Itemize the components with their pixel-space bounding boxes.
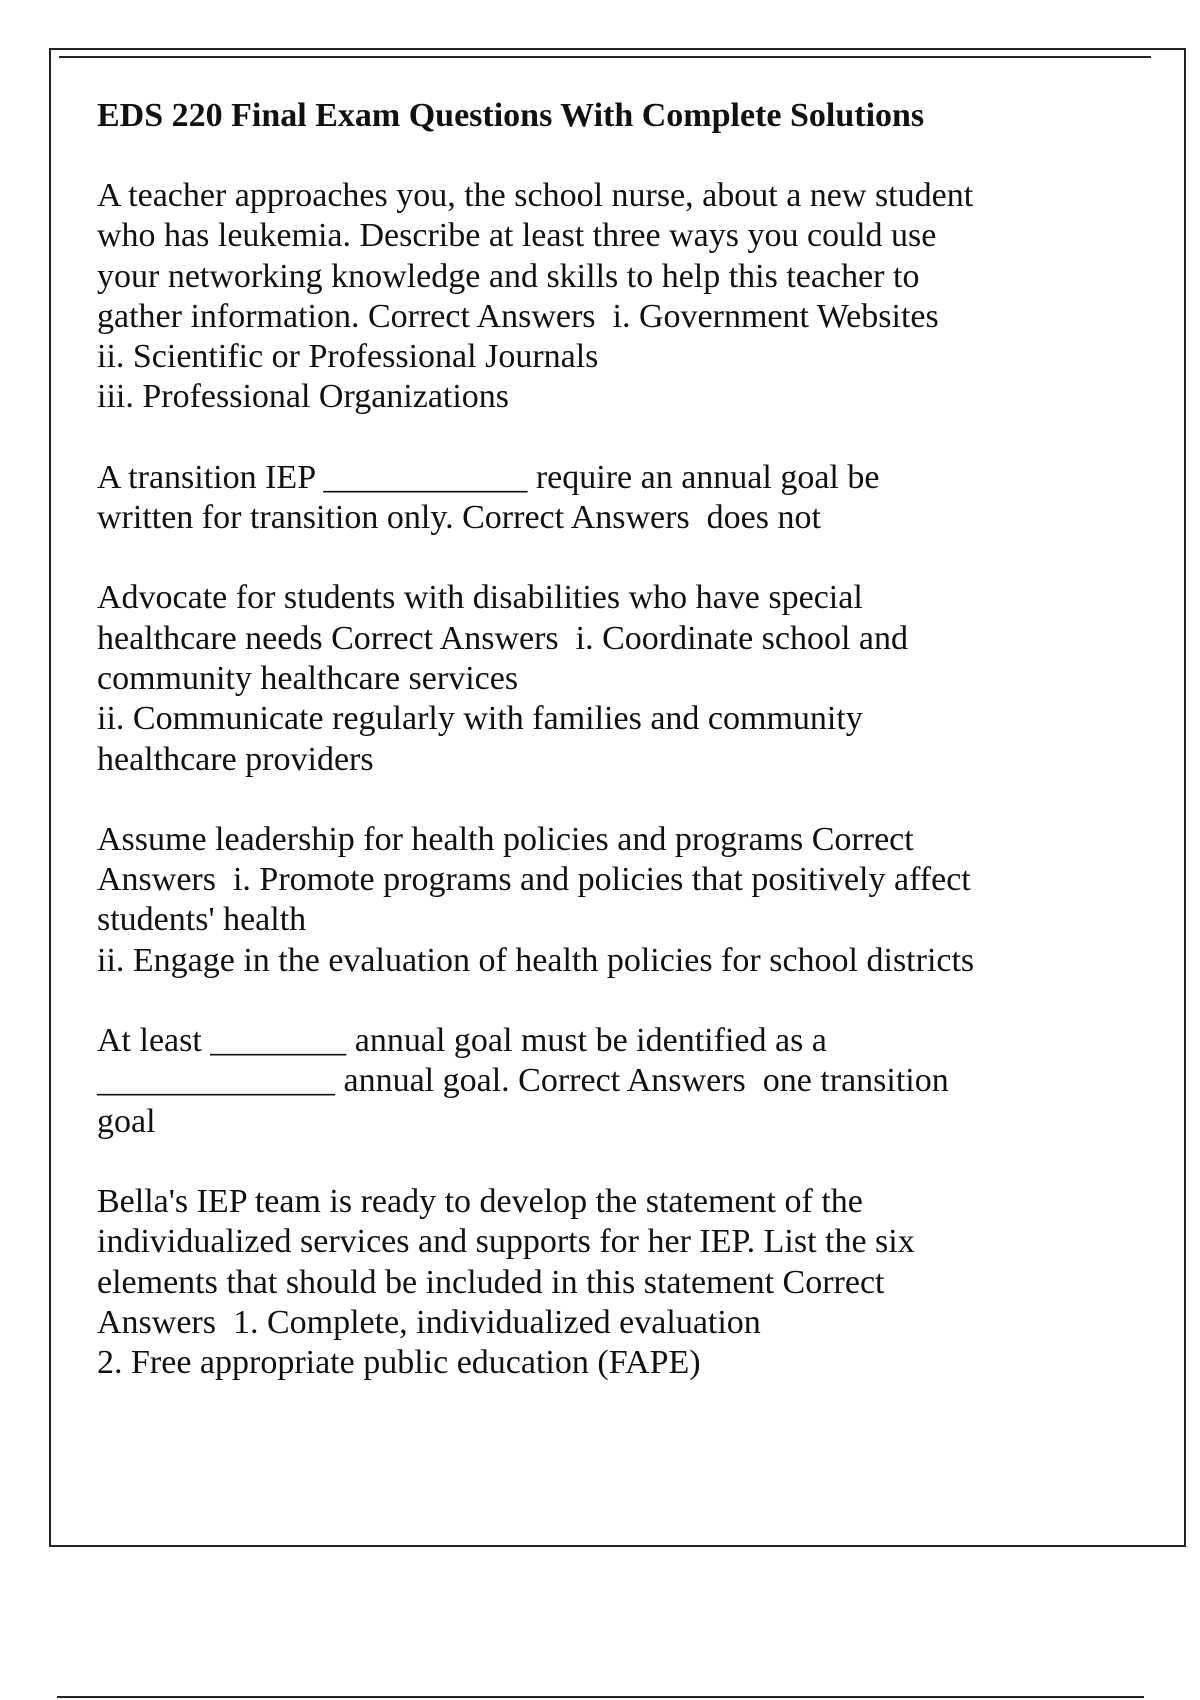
text-line: who has leukemia. Describe at least three ways you could use [97,217,937,255]
text-line: individualized services and supports for her IEP. List the six [97,1223,915,1261]
bottom-rule [57,1696,1144,1698]
text-line: students' health [97,901,307,939]
text-line: your networking knowledge and skills to help this teacher to [97,257,920,295]
document-body [97,96,1087,1423]
text-line: community healthcare services [97,659,519,697]
text-line: A transition IEP ____________ require an annual goal be [97,458,880,496]
text-line: Assume leadership for health policies and programs Correct [97,820,914,858]
qa-block-3 [97,578,1087,779]
text-line: ii. Communicate regularly with families and community [97,700,863,738]
qa-block-1 [97,176,1087,418]
text-line: At least ________ annual goal must be identified as a [97,1022,827,1060]
qa-block-5 [97,1021,1087,1142]
text-line: ii. Engage in the evaluation of health policies for school districts [97,941,975,979]
text-line: gather information. Correct Answers i. Government Websites [97,297,939,335]
text-line: Bella's IEP team is ready to develop the statement of the [97,1182,863,1220]
text-line: healthcare needs Correct Answers i. Coordinate school and [97,619,909,657]
qa-block-6 [97,1182,1087,1383]
text-line: goal [97,1102,156,1140]
text-line: ______________ annual goal. Correct Answers one transition [97,1062,949,1100]
text-line: A teacher approaches you, the school nurse, about a new student [97,177,974,214]
text-line: iii. Professional Organizations [97,378,510,416]
text-line: 2. Free appropriate public education (FAPE) [97,1344,701,1382]
text-line: elements that should be included in this statement Correct [97,1263,885,1301]
top-rule [59,56,1151,58]
qa-block-2 [97,458,1087,539]
text-line: Answers i. Promote programs and policies that positively affect [97,861,971,899]
text-line: healthcare providers [97,740,374,778]
text-line: ii. Scientific or Professional Journals [97,338,599,376]
text-line: Answers 1. Complete, individualized evaluation [97,1303,761,1341]
qa-block-4 [97,820,1087,981]
text-line: Advocate for students with disabilities who have special [97,579,863,617]
text-line: written for transition only. Correct Answers does not [97,499,821,537]
document-title: EDS 220 Final Exam Questions With Complete Solutions [97,97,925,134]
